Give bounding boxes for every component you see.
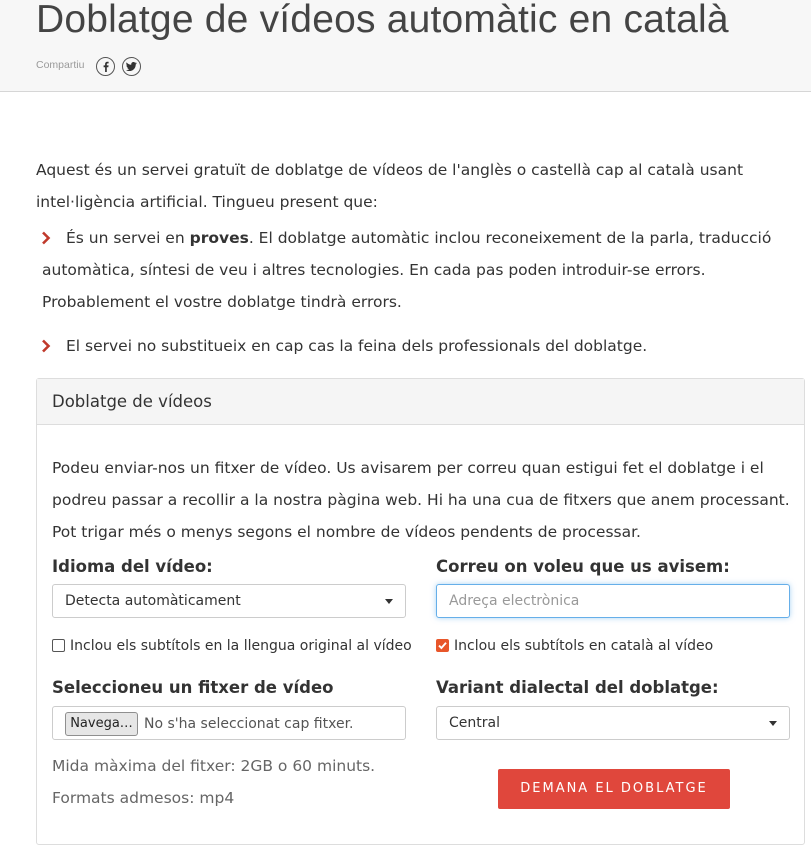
variant-select-value: Central	[449, 715, 500, 731]
panel-heading: Doblatge de vídeos	[37, 379, 804, 425]
file-label: Seleccioneu un fitxer de vídeo	[52, 678, 334, 697]
language-label: Idioma del vídeo:	[52, 557, 213, 576]
chevron-right-icon	[41, 339, 51, 353]
variant-label: Variant dialectal del doblatge:	[436, 678, 719, 697]
dubbing-panel	[36, 378, 805, 845]
submit-button[interactable]: DEMANA EL DOBLATGE	[498, 769, 730, 809]
file-input[interactable]	[52, 706, 406, 740]
panel-intro: Podeu enviar-nos un fitxer de vídeo. Us avisarem per correu quan estigui fet el doblatge i el podreu passar a recollir a la nostra pàgina web. Hi ha una cua de fitxers que anem processant. Pot trigar més o menys segons el nombre de vídeos pendents de processar.	[52, 459, 790, 541]
chevron-right-icon	[41, 231, 51, 245]
note-text: És un servei en	[66, 229, 190, 247]
formats-text: Formats admesos: mp4	[52, 789, 235, 807]
page-title: Doblatge de vídeos automàtic en català	[36, 0, 729, 41]
caret-down-icon	[385, 599, 393, 604]
list-item	[42, 330, 807, 362]
subtitles-original-option[interactable]	[52, 638, 412, 654]
max-size-text: Mida màxima del fitxer: 2GB o 60 minuts.	[52, 757, 376, 775]
list-item	[42, 222, 807, 318]
email-label: Correu on voleu que us avisem:	[436, 557, 730, 576]
note-text: . El doblatge automàtic inclou reconeixement de la parla, traducció automàtica, síntesi de veu i altres tecnologies. En cada pas poden introduir-se errors. Probablement el vostre doblatge tindrà errors.	[42, 229, 772, 311]
variant-select[interactable]	[436, 706, 790, 740]
subtitles-original-label: Inclou els subtítols en la llengua original al vídeo	[70, 638, 412, 654]
language-select[interactable]	[52, 584, 406, 618]
email-input[interactable]	[436, 584, 790, 618]
twitter-icon[interactable]	[122, 57, 141, 76]
note-bold: proves	[189, 229, 249, 247]
caret-down-icon	[769, 721, 777, 726]
subtitles-original-checkbox[interactable]	[52, 639, 65, 652]
check-icon	[437, 640, 448, 651]
note-text: El servei no substitueix en cap cas la feina dels professionals del doblatge.	[66, 337, 648, 355]
file-status: No s'ha seleccionat cap fitxer.	[144, 716, 354, 732]
facebook-icon[interactable]	[96, 57, 115, 76]
language-select-value: Detecta automàticament	[65, 593, 241, 609]
subtitles-catalan-label: Inclou els subtítols en català al vídeo	[454, 638, 714, 654]
share-label: Compartiu	[36, 59, 85, 71]
subtitles-catalan-checkbox[interactable]	[436, 639, 449, 652]
subtitles-catalan-option[interactable]	[436, 638, 736, 654]
page-header	[0, 0, 811, 92]
browse-button[interactable]: Navega…	[65, 712, 138, 736]
intro-text: Aquest és un servei gratuït de doblatge de vídeos de l'anglès o castellà cap al català usant intel·ligència artificial. Tingueu present que:	[36, 161, 744, 211]
